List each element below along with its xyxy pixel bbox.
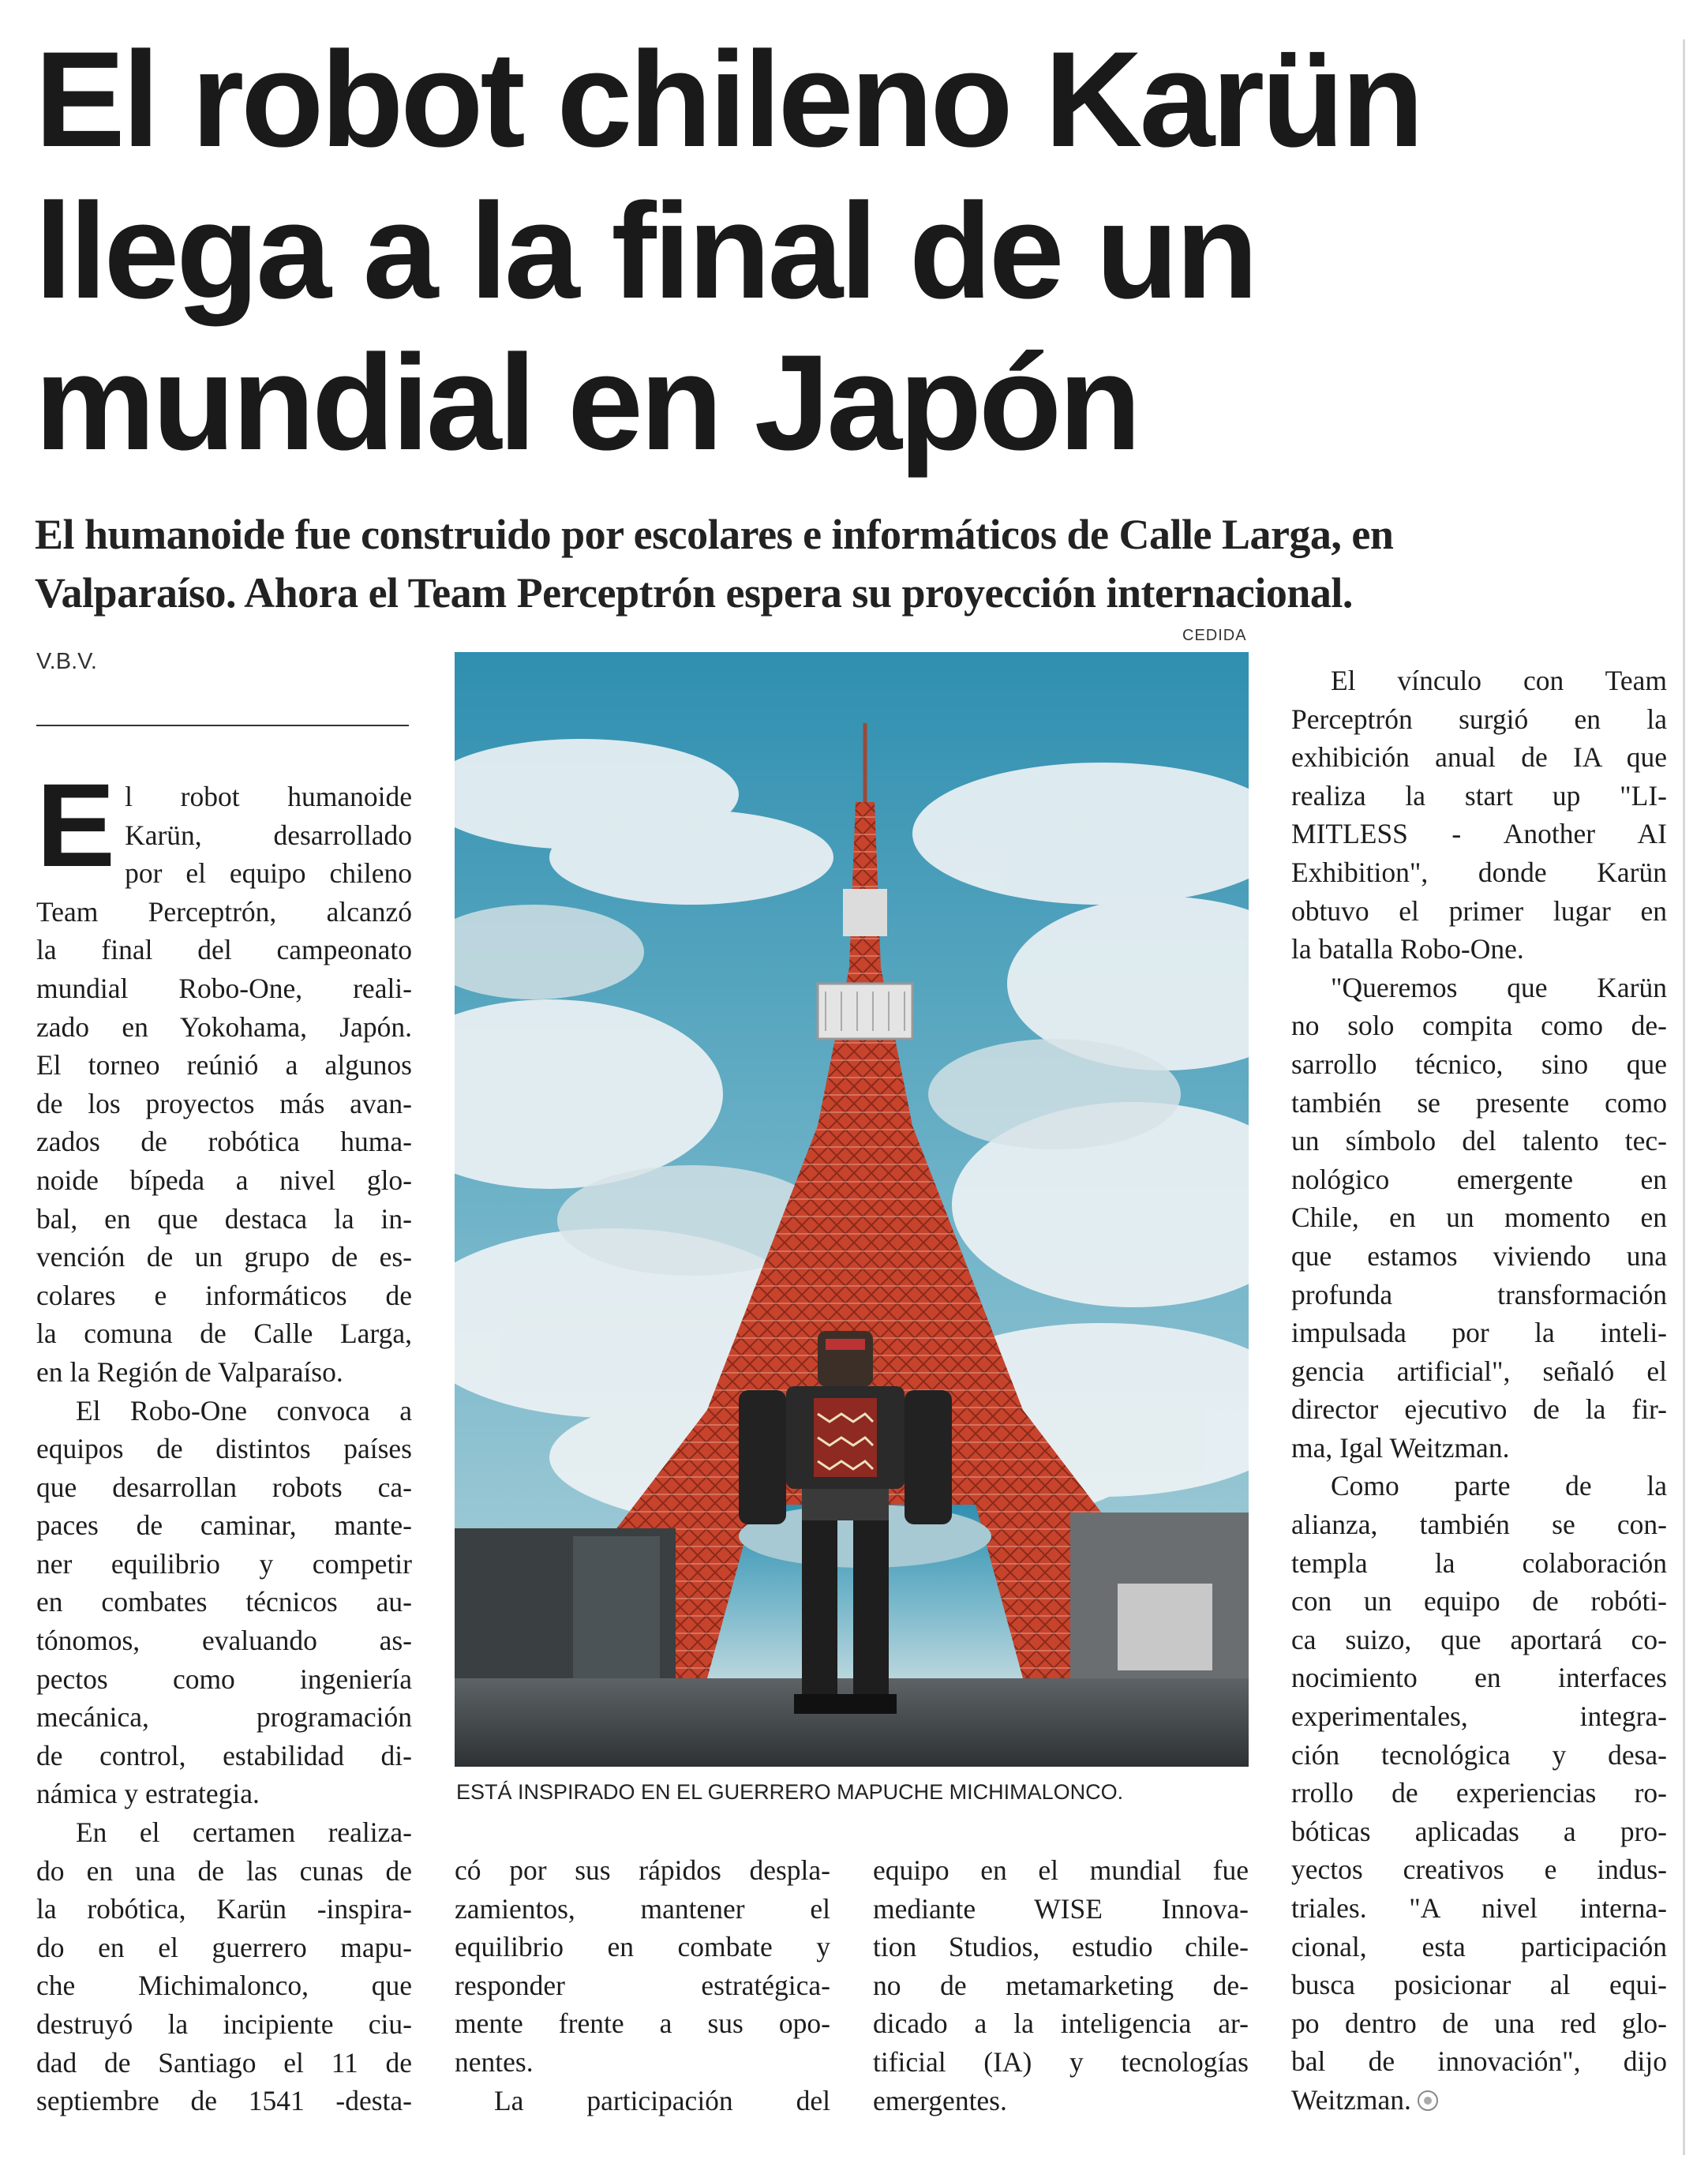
text-line: experimentales, integra- [1291, 1700, 1667, 1733]
text-line: responder estratégica- [455, 1969, 830, 2001]
text-line: equipo en el mundial fue [873, 1854, 1249, 1886]
paragraph-9 [1291, 1467, 1667, 2119]
text-line: mundial Robo-One, reali- [36, 972, 412, 1004]
text-line: obtuvo el primer lugar en [1291, 894, 1667, 927]
text-line: nocimiento en interfaces [1291, 1662, 1667, 1694]
text-line: dicado a la inteligencia ar- [873, 2007, 1249, 2040]
paragraph-8 [1291, 969, 1667, 1468]
headline-line-2: llega a la final de un [35, 175, 1256, 327]
article-column-1 [36, 759, 412, 2120]
article-column-3 [873, 1851, 1249, 2120]
text-line: po dentro de una red glo- [1291, 2007, 1667, 2039]
text-line: ca suizo, que aportará co- [1291, 1623, 1667, 1655]
text-line: realiza la start up "LI- [1291, 779, 1667, 812]
text-line: que estamos viviendo una [1291, 1239, 1667, 1272]
text-line: ción tecnológica y desa- [1291, 1738, 1667, 1771]
headline [35, 24, 1645, 478]
text-line: cional, esta participación [1291, 1930, 1667, 1962]
text-line: noide bípeda a nivel glo- [36, 1164, 412, 1196]
text-line: nológico emergente en [1291, 1163, 1667, 1195]
paragraph-4 [455, 1851, 830, 2082]
paragraph-3 [36, 1813, 412, 2120]
text-line: bal de innovación", dijo [1291, 2045, 1667, 2078]
text-line: zamientos, mantener el [455, 1892, 830, 1925]
text-line: impulsada por la inteli- [1291, 1317, 1667, 1349]
text-line: emergentes. [873, 2084, 1007, 2116]
text-line: mecánica, programación [36, 1701, 412, 1734]
photo-tokyo-tower-robot [455, 652, 1249, 1767]
text-line: en la Región de Valparaíso. [36, 1355, 343, 1388]
text-line: bóticas aplicadas a pro- [1291, 1815, 1667, 1847]
text-line: Exhibition", donde Karün [1291, 856, 1667, 888]
photo-credit: CEDIDA [1182, 627, 1247, 644]
subheadline [35, 505, 1613, 622]
text-line: tónomos, evaluando as- [36, 1625, 412, 1657]
text-line: pectos como ingeniería [36, 1663, 412, 1695]
text-line: no de metamarketing de- [873, 1969, 1249, 2001]
drop-cap: E [36, 759, 116, 891]
text-line: che Michimalonco, que [36, 1970, 412, 2002]
text-line: equilibrio en combate y [455, 1931, 830, 1963]
text-line: "Queremos que Karün [1331, 971, 1667, 1003]
text-line: Team Perceptrón, alcanzó [36, 895, 412, 928]
text-line: En el certamen realiza- [76, 1816, 412, 1849]
text-line: do en el guerrero mapu- [36, 1931, 412, 1963]
text-line: MITLESS - Another AI [1291, 818, 1667, 850]
text-line: la final del campeonato [36, 934, 412, 966]
text-line: nentes. [455, 2045, 534, 2078]
text-line: El Robo-One convoca a [76, 1394, 412, 1426]
text-line: mente frente a sus opo- [455, 2007, 830, 2040]
text-line: zado en Yokohama, Japón. [36, 1010, 412, 1043]
text-line: dad de Santiago el 11 de [36, 2046, 412, 2079]
headline-line-1: El robot chileno Karün [35, 24, 1421, 175]
article-column-4 [1291, 662, 1667, 2120]
column-divider [1683, 39, 1685, 2155]
text-line: La participación del [494, 2084, 830, 2116]
text-line: un símbolo del talento tec- [1291, 1125, 1667, 1157]
text-line: vención de un grupo de es- [36, 1241, 412, 1273]
text-line-final: Weitzman. [1291, 2083, 1411, 2116]
text-line: alianza, también se con- [1291, 1509, 1667, 1541]
text-line: profunda transformación [1291, 1278, 1667, 1310]
text-line: mediante WISE Innova- [873, 1892, 1249, 1925]
text-line: que desarrollan robots ca- [36, 1471, 412, 1503]
text-line: con un equipo de robóti- [1291, 1585, 1667, 1618]
text-line: septiembre de 1541 -desta- [36, 2085, 412, 2117]
article-column-2 [455, 1851, 830, 2120]
paragraph-2 [36, 1392, 412, 1814]
byline-rule [36, 725, 409, 726]
text-line: yectos creativos e indus- [1291, 1854, 1667, 1886]
text-line: l robot humanoide [125, 781, 412, 812]
text-line: có por sus rápidos despla- [455, 1854, 830, 1886]
text-line: equipos de distintos países [36, 1433, 412, 1465]
text-line: colares e informáticos de [36, 1279, 412, 1311]
subheadline-line-1: El humanoide fue construido por escolares e informáticos de Calle Larga, en [35, 511, 1394, 558]
paragraph-5 [455, 2082, 830, 2120]
text-line: paces de caminar, mante- [36, 1509, 412, 1542]
text-line: triales. "A nivel interna- [1291, 1892, 1667, 1924]
headline-line-3: mundial en Japón [35, 327, 1139, 478]
text-line: templa la colaboración [1291, 1546, 1667, 1579]
text-line: la comuna de Calle Larga, [36, 1318, 412, 1350]
text-line: Chile, en un momento en [1291, 1201, 1667, 1234]
text-line: bal, en que destaca la in- [36, 1202, 412, 1235]
text-line: Perceptrón surgió en la [1291, 703, 1667, 735]
text-line-with-endmark [1291, 2081, 1667, 2120]
end-of-article-icon [1418, 2090, 1438, 2111]
text-line: ner equilibrio y competir [36, 1547, 412, 1580]
photo-caption: ESTÁ INSPIRADO EN EL GUERRERO MAPUCHE MICHIMALONCO. [456, 1780, 1124, 1804]
text-line: busca posicionar al equi- [1291, 1969, 1667, 2001]
text-line: también se presente como [1291, 1086, 1667, 1119]
photo-illustration [455, 652, 1249, 1767]
text-line: Karün, desarrollado [125, 819, 412, 851]
text-line: námica y estrategia. [36, 1778, 260, 1810]
paragraph-1 [36, 759, 412, 1392]
text-line: la robótica, Karün -inspira- [36, 1893, 412, 1925]
text-line: exhibición anual de IA que [1291, 741, 1667, 774]
text-line: destruyó la incipiente ciu- [36, 2008, 412, 2040]
text-line: rrollo de experiencias ro- [1291, 1777, 1667, 1809]
text-line: zados de robótica huma- [36, 1126, 412, 1158]
text-line: en combates técnicos au- [36, 1586, 412, 1618]
text-line: por el equipo chileno [125, 857, 412, 890]
paragraph-7 [1291, 662, 1667, 969]
text-line: sarrollo técnico, sino que [1291, 1048, 1667, 1080]
text-line: do en una de las cunas de [36, 1854, 412, 1887]
text-line: tificial (IA) y tecnologías [873, 2045, 1249, 2078]
subheadline-line-2: Valparaíso. Ahora el Team Perceptrón espera su proyección internacional. [35, 569, 1353, 617]
text-line: gencia artificial", señaló el [1291, 1355, 1667, 1387]
paragraph-6 [873, 1851, 1249, 2120]
text-line: no solo compita como de- [1291, 1010, 1667, 1042]
text-line: El vínculo con Team [1331, 665, 1667, 696]
text-line: director ejecutivo de la fir- [1291, 1393, 1667, 1426]
text-line: Como parte de la [1331, 1470, 1667, 1502]
text-line: ma, Igal Weitzman. [1291, 1431, 1510, 1464]
text-line: tion Studios, estudio chile- [873, 1931, 1249, 1963]
text-line: la batalla Robo-One. [1291, 933, 1524, 965]
text-line: de los proyectos más avan- [36, 1087, 412, 1119]
text-line: de control, estabilidad di- [36, 1739, 412, 1771]
text-line: El torneo reúnió a algunos [36, 1049, 412, 1082]
byline: V.B.V. [36, 649, 97, 674]
